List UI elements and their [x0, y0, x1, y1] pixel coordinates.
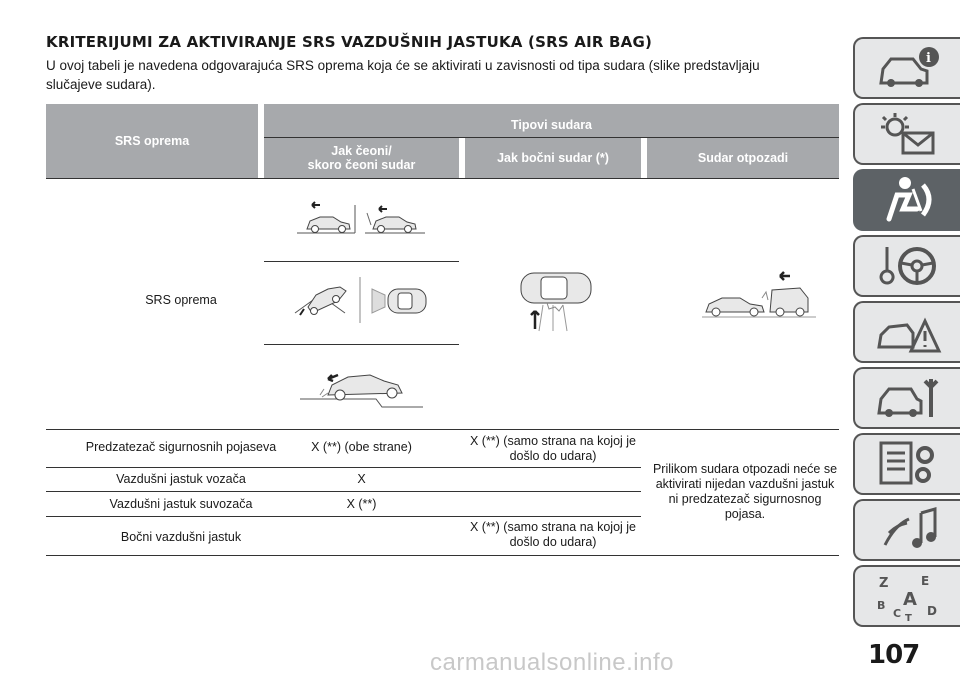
table-cell-frontal: X (**) (obe strane)	[311, 439, 412, 454]
tab-warning-lights[interactable]	[853, 103, 960, 165]
alphabetical-index-icon	[873, 571, 943, 621]
svg-text:T: T	[904, 613, 912, 621]
header-collision-types: Tipovi sudara	[264, 104, 839, 137]
rear-collision-illustration	[700, 268, 820, 320]
intro-text: U ovoj tabeli je navedena odgovarajuća SRS oprema koja će se aktivirati u zavisnosti od tipa sudara (slike predstavljaju slučajeve sudara).	[46, 58, 760, 92]
image-row-bottom-rule	[46, 429, 839, 430]
frontal-collision-illustration-2	[290, 275, 430, 325]
row-1-bottom-rule	[46, 467, 641, 468]
page-number: 107	[868, 640, 920, 670]
tab-starting-driving[interactable]	[853, 235, 960, 297]
table-bottom-rule	[46, 555, 839, 556]
svg-text:D: D	[926, 604, 937, 618]
table-cell-side: X (**) (samo strana na kojoj je došlo do udara)	[469, 434, 637, 463]
frontal-collision-illustration-1	[295, 195, 430, 240]
specs-gears-icon	[873, 439, 943, 489]
tab-safety[interactable]	[853, 169, 960, 231]
table-row-label: Predzatezač sigurnosnih pojaseva	[85, 439, 277, 454]
header-side: Jak bočni sudar (*)	[465, 138, 641, 178]
table-row-label: Bočni vazdušni jastuk	[120, 529, 242, 544]
frontal-collision-illustration-3	[298, 365, 428, 413]
table-row-label: Vazdušni jastuk vozača	[116, 471, 246, 486]
row-3-bottom-rule	[46, 516, 641, 517]
rear-collision-note: Prilikom sudara otpozadi neće se aktivirati nijedan vazdušni jastuk ni predzatezač sigurnosnog pojasa.	[652, 462, 838, 521]
image-row-label: SRS oprema	[145, 292, 217, 307]
svg-text:Z: Z	[878, 576, 888, 591]
header-rear: Sudar otpozadi	[647, 138, 839, 178]
frontal-divider-1	[264, 261, 459, 262]
car-crash-warning-icon	[873, 307, 943, 357]
tab-maintenance[interactable]	[853, 367, 960, 429]
side-collision-illustration	[505, 265, 605, 335]
warning-lights-message-icon	[873, 109, 943, 159]
table-cell-frontal: X	[357, 471, 366, 486]
tab-multimedia[interactable]	[853, 499, 960, 561]
watermark: carmanualsonline.info	[430, 649, 674, 676]
key-steering-wheel-icon	[873, 241, 943, 291]
table-row-label: Vazdušni jastuk suvozača	[109, 496, 253, 511]
seat-airbag-icon	[873, 175, 943, 225]
car-info-icon	[873, 43, 943, 93]
multimedia-icon	[873, 505, 943, 555]
table-cell-frontal: X (**)	[346, 496, 377, 511]
svg-text:C: C	[892, 607, 901, 620]
frontal-divider-2	[264, 344, 459, 345]
page-title: KRITERIJUMI ZA AKTIVIRANJE SRS VAZDUŠNIH JASTUKA (SRS AIR BAG)	[46, 33, 653, 51]
header-divider	[264, 137, 839, 138]
tab-technical-data[interactable]	[853, 433, 960, 495]
svg-text:i: i	[925, 51, 931, 66]
row-2-bottom-rule	[46, 491, 641, 492]
header-srs-equipment: SRS oprema	[46, 104, 258, 178]
table-cell-side: X (**) (samo strana na kojoj je došlo do udara)	[469, 520, 637, 549]
svg-text:E: E	[920, 574, 929, 588]
header-frontal: Jak čeoni/ skoro čeoni sudar	[264, 138, 459, 178]
tab-car-info[interactable]	[853, 37, 960, 99]
car-maintenance-icon	[873, 373, 943, 423]
svg-text:B: B	[876, 599, 885, 612]
tab-emergency[interactable]	[853, 301, 960, 363]
tab-index[interactable]	[853, 565, 960, 627]
svg-text:A: A	[902, 589, 917, 610]
table-top-rule	[46, 178, 839, 179]
